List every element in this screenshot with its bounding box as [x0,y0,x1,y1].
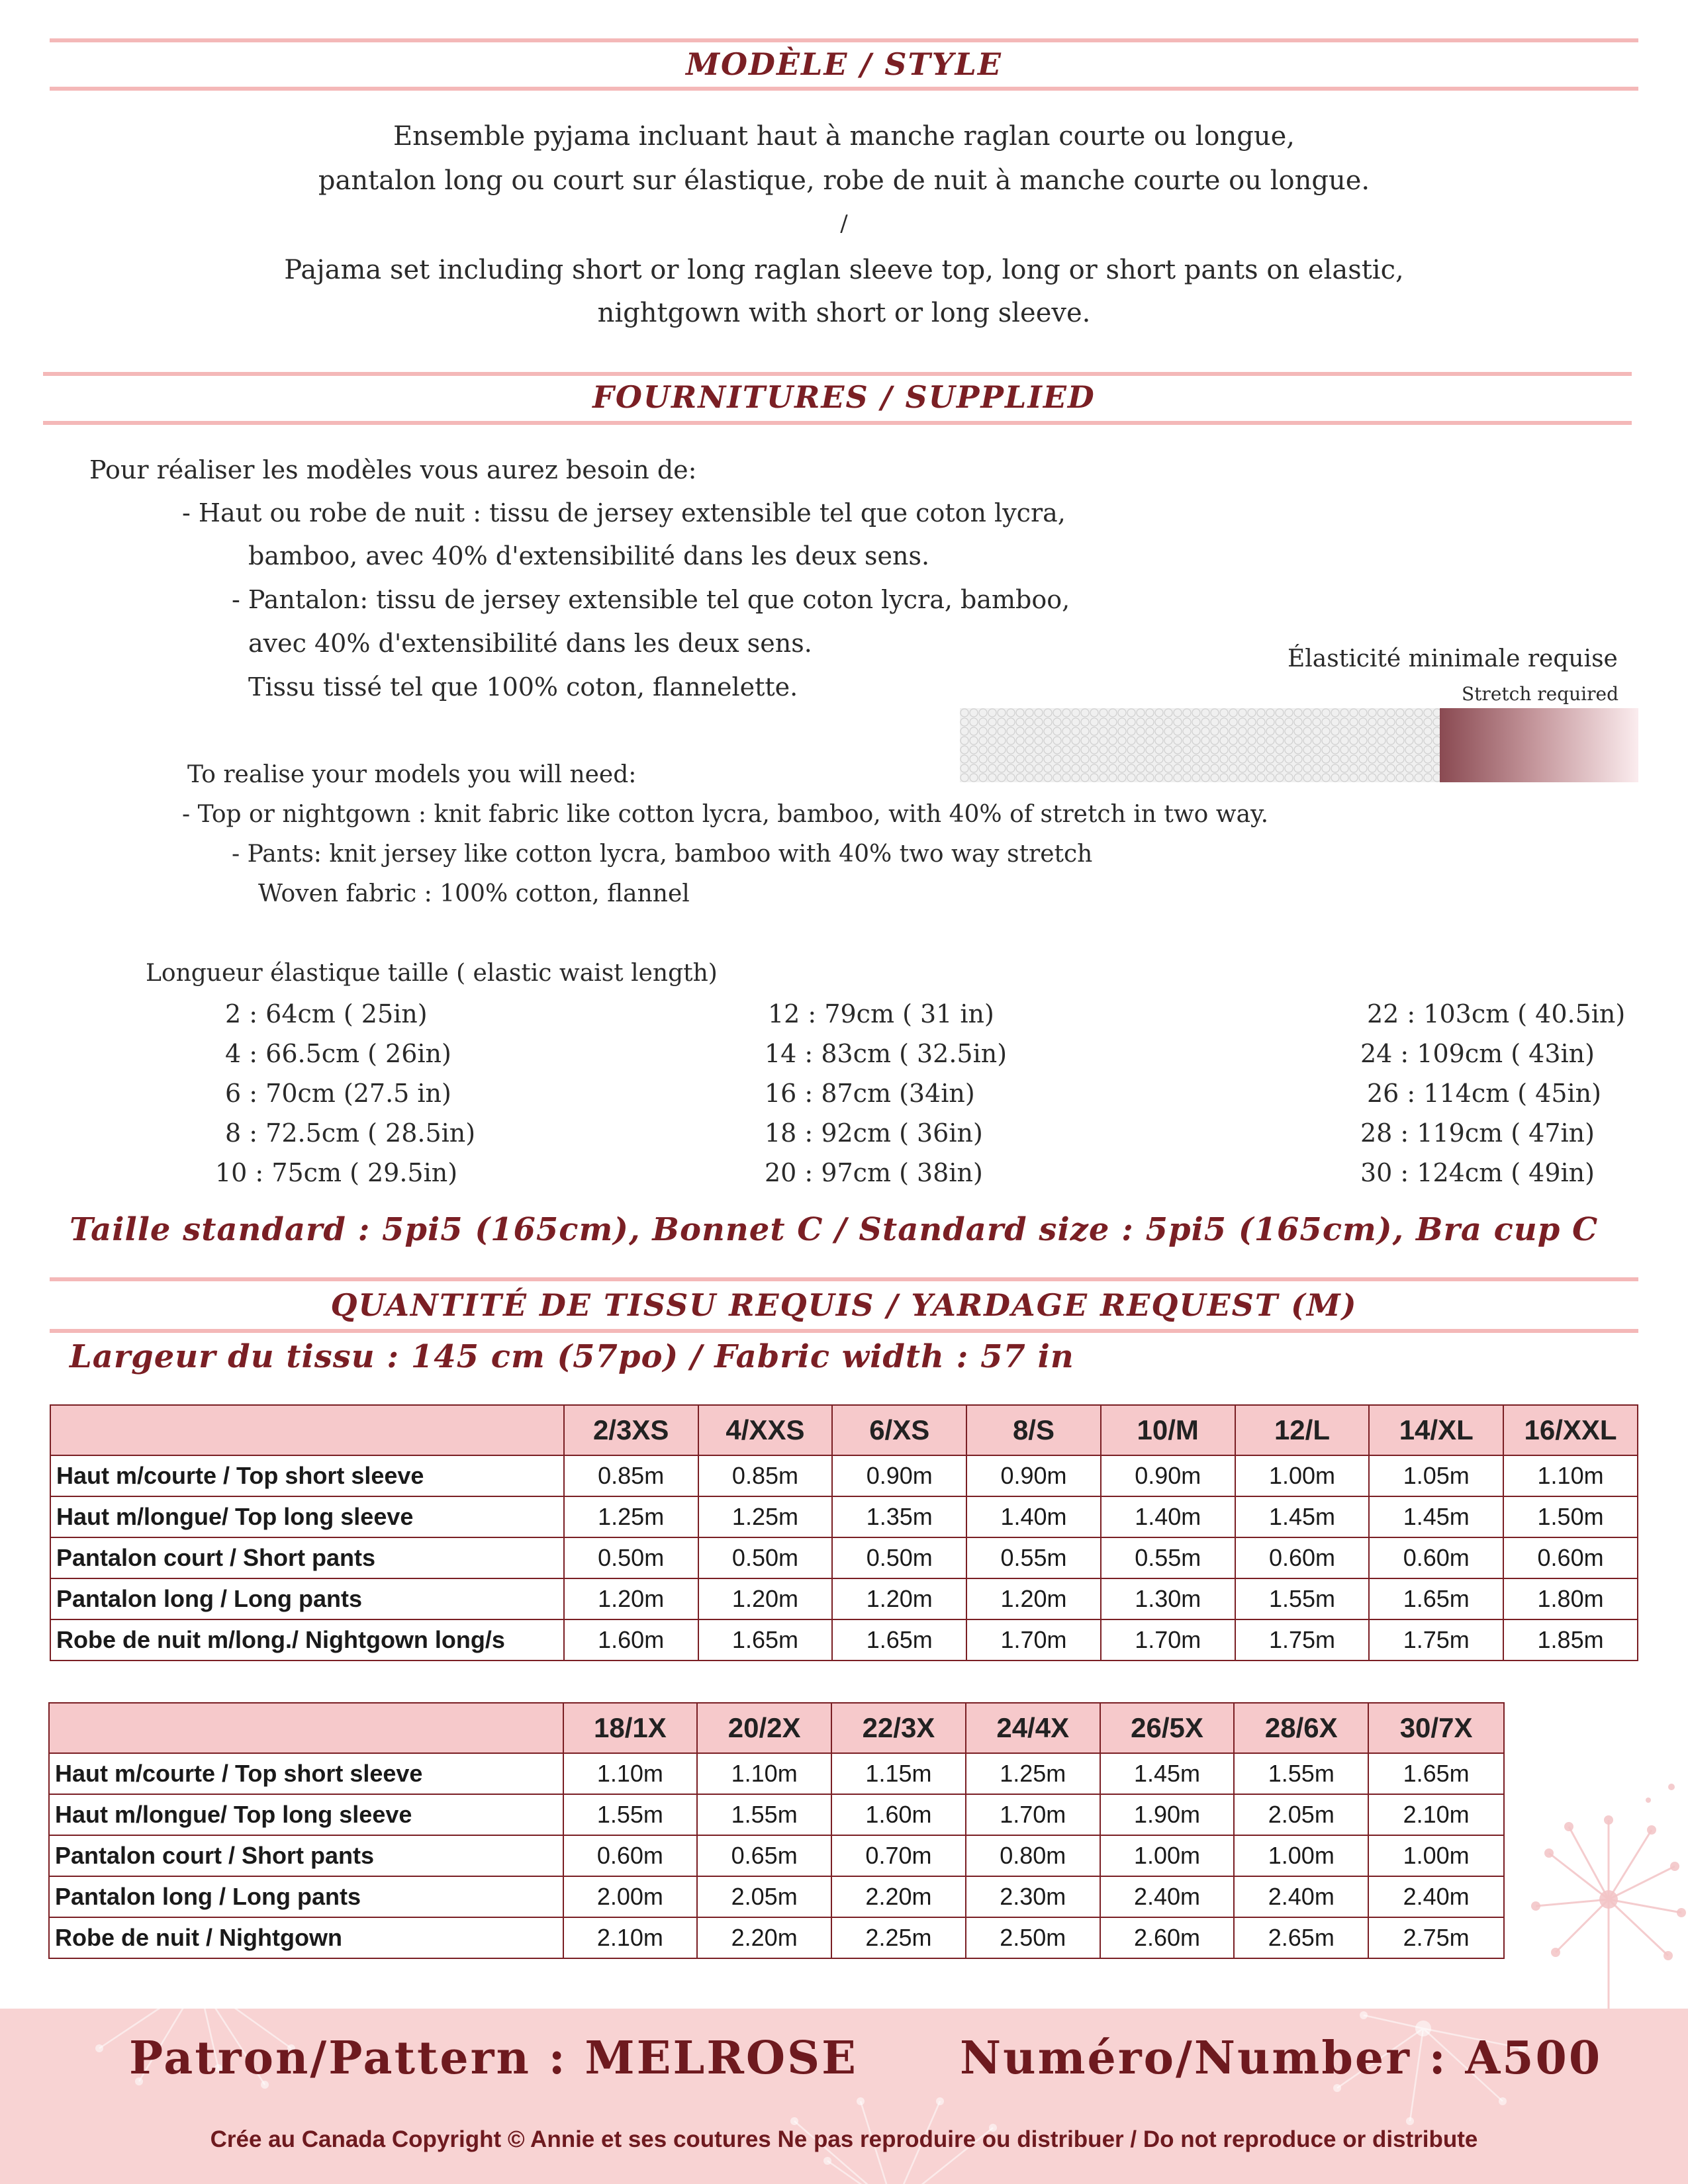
table-cell: 1.20m [966,1578,1101,1619]
stretch-label-en: Stretch required [1462,683,1619,705]
table-corner-cell [50,1405,564,1455]
stretch-label-fr: Élasticité minimale requise [1288,645,1618,672]
elastic-item: 4 : 66.5cm ( 26in) [225,1039,451,1068]
table-cell: 1.75m [1369,1619,1503,1661]
table-cell: 1.55m [1235,1578,1370,1619]
row-label: Pantalon court / Short pants [50,1537,564,1578]
size-header: 8/S [966,1405,1101,1455]
elastic-item: 16 : 87cm (34in) [765,1079,975,1108]
style-fr-line2: pantalon long ou court sur élastique, robe de nuit à manche courte ou longue. [318,165,1370,196]
size-header: 16/XXL [1503,1405,1638,1455]
table-cell: 1.20m [832,1578,966,1619]
table-header-row [50,1405,1638,1455]
table-cell: 2.05m [1234,1794,1368,1835]
table-cell: 2.65m [1234,1917,1368,1958]
supplies-fr-item2-line3: Tissu tissé tel que 100% coton, flannelette. [248,672,798,702]
size-header: 26/5X [1100,1703,1235,1753]
standard-size: Taille standard : 5pi5 (165cm), Bonnet C / Standard size : 5pi5 (165cm), Bra cup C [70,1211,1599,1248]
table-cell: 1.10m [697,1753,831,1794]
table-cell: 2.25m [831,1917,966,1958]
row-label: Robe de nuit m/long./ Nightgown long/s [50,1619,564,1661]
table-cell: 1.75m [1235,1619,1370,1661]
elastic-item: 22 : 103cm ( 40.5in) [1367,999,1626,1028]
table-cell: 1.50m [1503,1496,1638,1537]
table-cell: 1.85m [1503,1619,1638,1661]
elastic-item: 18 : 92cm ( 36in) [765,1118,983,1148]
dandelion-decoration [1509,1774,1688,2009]
divider-line [43,421,1632,425]
table-cell: 1.20m [698,1578,833,1619]
table-row [50,1455,1638,1496]
size-header: 12/L [1235,1405,1370,1455]
table-cell: 1.00m [1234,1835,1368,1876]
table-cell: 1.10m [1503,1455,1638,1496]
table-cell: 2.20m [831,1876,966,1917]
knit-fabric-swatch [960,708,1440,782]
table-cell: 1.55m [1234,1753,1368,1794]
table-cell: 1.15m [831,1753,966,1794]
yardage-table-1 [50,1404,1638,1661]
table-cell: 1.60m [564,1619,698,1661]
table-cell: 0.50m [564,1537,698,1578]
supplies-en-item1: - Top or nightgown : knit fabric like cotton lycra, bamboo, with 40% of stretch in two way. [182,801,1269,828]
row-label: Haut m/courte / Top short sleeve [49,1753,563,1794]
table-header-row [49,1703,1504,1753]
size-header: 18/1X [563,1703,698,1753]
supplies-fr-item1-line2: bamboo, avec 40% d'extensibilité dans les deux sens. [248,541,930,570]
size-header: 22/3X [831,1703,966,1753]
table-cell: 1.05m [1369,1455,1503,1496]
supplies-fr-intro: Pour réaliser les modèles vous aurez besoin de: [89,455,697,484]
table-cell: 1.45m [1369,1496,1503,1537]
table-cell: 0.85m [564,1455,698,1496]
table-row [50,1496,1638,1537]
table-row [49,1917,1504,1958]
table-cell: 0.60m [563,1835,698,1876]
elastic-item: 6 : 70cm (27.5 in) [225,1079,451,1108]
table-cell: 0.70m [831,1835,966,1876]
copyright-notice: Crée au Canada Copyright © Annie et ses coutures Ne pas reproduire ou distribuer / Do not reproduce or distribute [210,2126,1478,2152]
table-cell: 1.70m [966,1794,1100,1835]
elastic-item: 26 : 114cm ( 45in) [1367,1079,1601,1108]
table-cell: 1.45m [1100,1753,1235,1794]
stretch-gradient-bar [1440,708,1638,782]
table-cell: 2.10m [563,1917,698,1958]
supplies-en-item3: Woven fabric : 100% cotton, flannel [258,880,690,907]
table-cell: 2.00m [563,1876,698,1917]
table-cell: 0.50m [698,1537,833,1578]
table-cell: 2.40m [1234,1876,1368,1917]
supplies-fr-item2-line1: - Pantalon: tissu de jersey extensible tel que coton lycra, bamboo, [232,585,1070,614]
table-cell: 2.40m [1100,1876,1235,1917]
table-cell: 0.90m [966,1455,1101,1496]
fabric-width: Largeur du tissu : 145 cm (57po) / Fabric width : 57 in [70,1338,1074,1375]
table-cell: 1.65m [698,1619,833,1661]
divider-line [50,1277,1638,1281]
table-row [49,1753,1504,1794]
table-cell: 1.55m [563,1794,698,1835]
elastic-item: 28 : 119cm ( 47in) [1360,1118,1595,1148]
row-label: Pantalon long / Long pants [50,1578,564,1619]
pattern-number: Numéro/Number : A500 [960,2032,1603,2085]
size-header: 2/3XS [564,1405,698,1455]
supplies-section-title: FOURNITURES / SUPPLIED [592,379,1096,415]
footer-band [0,2009,1688,2184]
table-cell: 2.10m [1368,1794,1504,1835]
table-cell: 1.00m [1100,1835,1235,1876]
table-cell: 1.00m [1368,1835,1504,1876]
divider-line [50,1329,1638,1333]
table-cell: 0.85m [698,1455,833,1496]
size-header: 20/2X [697,1703,831,1753]
table-row [50,1578,1638,1619]
size-header: 6/XS [832,1405,966,1455]
supplies-fr-item2-line2: avec 40% d'extensibilité dans les deux sens. [248,629,812,658]
supplies-en-intro: To realise your models you will need: [187,761,637,788]
supplies-en-item2: - Pants: knit jersey like cotton lycra, bamboo with 40% two way stretch [232,841,1093,868]
row-label: Haut m/longue/ Top long sleeve [49,1794,563,1835]
table-cell: 1.25m [966,1753,1100,1794]
row-label: Pantalon long / Long pants [49,1876,563,1917]
table-row [50,1537,1638,1578]
divider-line [50,87,1638,91]
table-cell: 2.50m [966,1917,1100,1958]
table-cell: 1.60m [831,1794,966,1835]
elastic-item: 12 : 79cm ( 31 in) [768,999,994,1028]
table-cell: 1.65m [1368,1753,1504,1794]
style-en-line1: Pajama set including short or long raglan sleeve top, long or short pants on elastic, [284,255,1404,285]
table-cell: 1.25m [564,1496,698,1537]
row-label: Pantalon court / Short pants [49,1835,563,1876]
style-en-line2: nightgown with short or long sleeve. [597,298,1091,328]
table-cell: 1.30m [1101,1578,1235,1619]
table-row [49,1835,1504,1876]
row-label: Robe de nuit / Nightgown [49,1917,563,1958]
elastic-item: 30 : 124cm ( 49in) [1360,1158,1595,1187]
size-header: 14/XL [1369,1405,1503,1455]
table-cell: 1.65m [1369,1578,1503,1619]
table-cell: 0.60m [1235,1537,1370,1578]
table-cell: 1.80m [1503,1578,1638,1619]
table-cell: 0.90m [1101,1455,1235,1496]
table-row [49,1876,1504,1917]
table-cell: 1.20m [564,1578,698,1619]
table-cell: 0.65m [697,1835,831,1876]
elastic-title: Longueur élastique taille ( elastic waist length) [146,960,718,987]
style-section-title: MODÈLE / STYLE [686,46,1002,82]
table-cell: 2.05m [697,1876,831,1917]
table-cell: 1.70m [966,1619,1101,1661]
table-cell: 1.10m [563,1753,698,1794]
table-cell: 0.60m [1369,1537,1503,1578]
table-cell: 1.35m [832,1496,966,1537]
yardage-section-title: QUANTITÉ DE TISSU REQUIS / YARDAGE REQUEST (M) [330,1287,1358,1323]
pattern-name: Patron/Pattern : MELROSE [129,2032,858,2085]
table-row [49,1794,1504,1835]
row-label: Haut m/courte / Top short sleeve [50,1455,564,1496]
table-corner-cell [49,1703,563,1753]
yardage-table-2 [48,1702,1505,1959]
table-cell: 1.40m [1101,1496,1235,1537]
table-cell: 2.30m [966,1876,1100,1917]
style-fr-line1: Ensemble pyjama incluant haut à manche raglan courte ou longue, [393,121,1295,152]
table-cell: 2.40m [1368,1876,1504,1917]
table-cell: 1.00m [1235,1455,1370,1496]
elastic-item: 8 : 72.5cm ( 28.5in) [225,1118,476,1148]
table-cell: 2.20m [697,1917,831,1958]
table-cell: 0.80m [966,1835,1100,1876]
table-cell: 1.90m [1100,1794,1235,1835]
elastic-item: 20 : 97cm ( 38in) [765,1158,983,1187]
elastic-item: 10 : 75cm ( 29.5in) [215,1158,458,1187]
table-cell: 0.60m [1503,1537,1638,1578]
table-cell: 2.75m [1368,1917,1504,1958]
size-header: 4/XXS [698,1405,833,1455]
size-header: 30/7X [1368,1703,1504,1753]
table-cell: 1.25m [698,1496,833,1537]
table-cell: 0.50m [832,1537,966,1578]
size-header: 10/M [1101,1405,1235,1455]
table-cell: 0.55m [966,1537,1101,1578]
elastic-item: 14 : 83cm ( 32.5in) [765,1039,1008,1068]
table-cell: 1.70m [1101,1619,1235,1661]
table-cell: 0.90m [832,1455,966,1496]
table-cell: 1.55m [697,1794,831,1835]
supplies-fr-item1-line1: - Haut ou robe de nuit : tissu de jersey extensible tel que coton lycra, [182,498,1066,527]
elastic-item: 2 : 64cm ( 25in) [225,999,428,1028]
table-cell: 1.65m [832,1619,966,1661]
style-separator: / [840,210,848,237]
size-header: 28/6X [1234,1703,1368,1753]
table-row [50,1619,1638,1661]
elastic-item: 24 : 109cm ( 43in) [1360,1039,1595,1068]
table-cell: 0.55m [1101,1537,1235,1578]
table-cell: 2.60m [1100,1917,1235,1958]
divider-line [43,372,1632,376]
table-cell: 1.40m [966,1496,1101,1537]
row-label: Haut m/longue/ Top long sleeve [50,1496,564,1537]
table-cell: 1.45m [1235,1496,1370,1537]
divider-line [50,38,1638,42]
size-header: 24/4X [966,1703,1100,1753]
